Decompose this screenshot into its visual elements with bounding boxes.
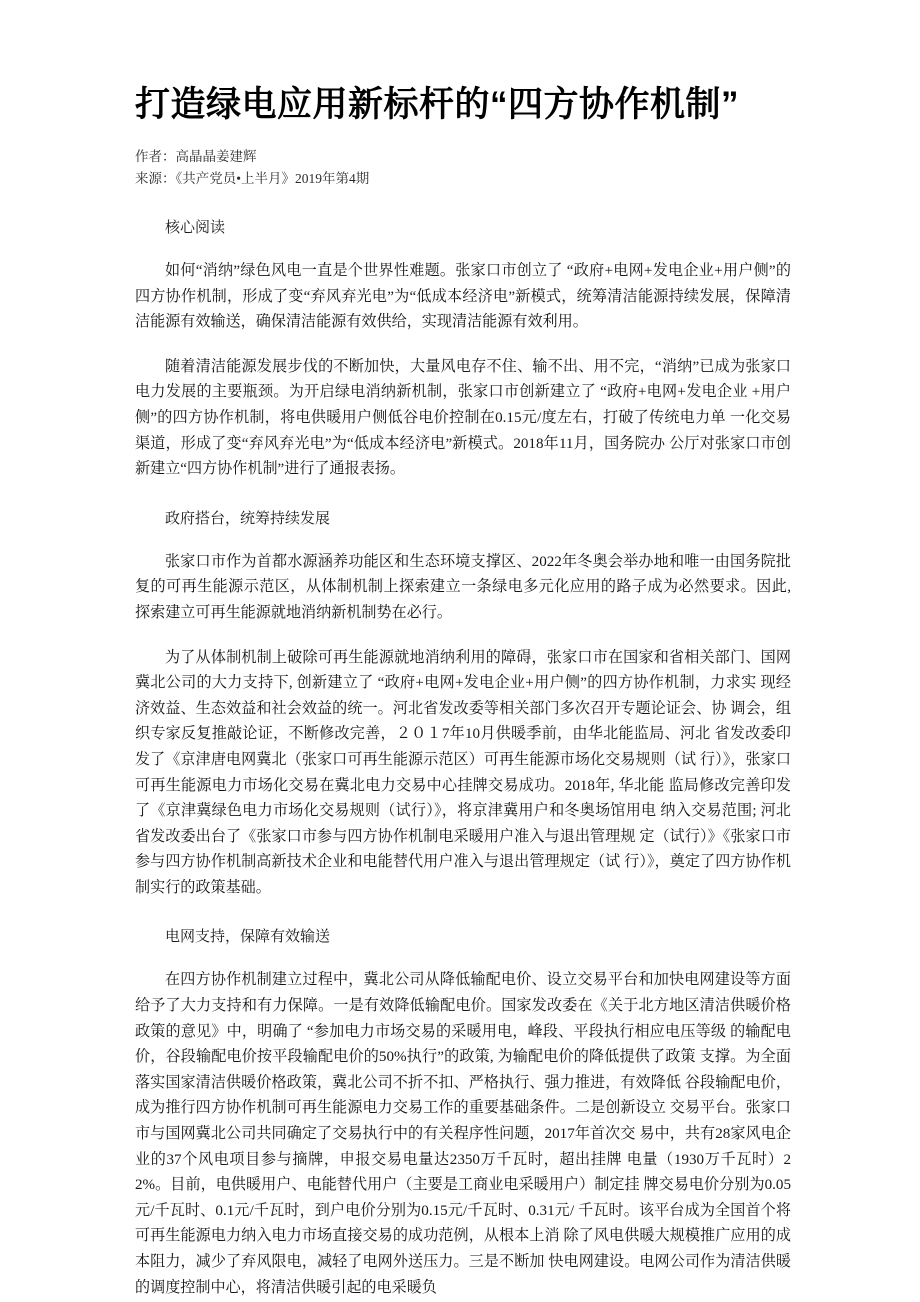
author-value: 高晶晶姜建辉 xyxy=(175,149,257,164)
author-row xyxy=(135,146,791,168)
document-metadata xyxy=(135,146,791,190)
paragraph: 张家口市作为首都水源涵养功能区和生态环境支撑区、2022年冬奥会举办地和唯一由国务院批复的可再生能源示范区，从体制机制上探索建立一条绿电多元化应用的路子成为必然要求。因此, 探索建立可再生能源就地消纳新机制势在必行。 xyxy=(135,553,791,621)
document-content xyxy=(135,0,791,1301)
author-label: 作者： xyxy=(135,149,176,164)
source-label: 来源： xyxy=(135,171,176,186)
source-value: 《共产党员•上半月》2019年第4期 xyxy=(175,171,370,186)
paragraph: 随着清洁能源发展步伐的不断加快，大量风电存不住、输不出、用不完，“消纳”已成为张家口电力发展的主要瓶颈。为开启绿电消纳新机制，张家口市创新建立了 “政府+电网+发电企业 +用户侧”的四方协作机制，将电供暖用户侧低谷电价控制在0.15元/度左右，打破了传统电力单 一化交易渠道，形成了变“弃风弃光电”为“低成本经济电”新模式。2018年11月，国务院办 公厅对张家口市创新建立“四方协作机制”进行了通报表扬。 xyxy=(135,358,791,478)
section-heading-core-reading: 核心阅读 xyxy=(165,220,226,236)
section-heading-government-platform: 政府搭台，统筹持续发展 xyxy=(165,510,331,527)
page-title: 打造绿电应用新标杆的“四方协作机制” xyxy=(135,85,740,124)
paragraph: 为了从体制机制上破除可再生能源就地消纳利用的障碍，张家口市在国家和省相关部门、国网冀北公司的大力支持下, 创新建立了 “政府+电网+发电企业+用户侧”的四方协作机制，力求实 现经济效益、生态效益和社会效益的统一。河北省发改委等相关部门多次召开专题论证会、协 调会，组织专家反复推敲论证，不断修改完善，２０１7年10月供暖季前，由华北能监局、河北 省发改委印发了《京津唐电网冀北（张家口可再生能源示范区）可再生能源市场化交易规则（试 行）》，张家口可再生能源电力市场化交易在冀北电力交易中心挂牌交易成功。2018年, 华北能 监局修改完善印发了《京津冀绿色电力市场化交易规则（试行）》，将京津冀用户和冬奥场馆用电 纳入交易范围; 河北省发改委出台了《张家口市参与四方协作机制电采暖用户准入与退出管理规 定（试行）》《张家口市参与四方协作机制高新技术企业和电能替代用户准入与退出管理规定（试 行）》，奠定了四方协作机制实行的政策基础。 xyxy=(135,649,791,896)
section-heading-grid-support: 电网支持，保障有效输送 xyxy=(165,929,331,946)
paragraph: 如何“消纳”绿色风电一直是个世界性难题。张家口市创立了 “政府+电网+发电企业+用户侧”的四方协作机制，形成了变“弃风弃光电”为“低成本经济电”新模式，统筹清洁能源持续发展，保障清洁能源有效输送，确保清洁能源有效供给，实现清洁能源有效利用。 xyxy=(135,263,791,331)
paragraph: 在四方协作机制建立过程中，冀北公司从降低输配电价、设立交易平台和加快电网建设等方面给予了大力支持和有力保障。一是有效降低输配电价。国家发改委在《关于北方地区清洁供暖价格政策的意见》中，明确了 “参加电力市场交易的采暖用电，峰段、平段执行相应电压等级 的输配电价，谷段输配电价按平段输配电价的50%执行”的政策, 为输配电价的降低提供了政策 支撑。为全面落实国家清洁供暖价格政策，冀北公司不折不扣、严格执行、强力推进，有效降低 谷段输配电价，成为推行四方协作机制可再生能源电力交易工作的重要基础条件。二是创新设立 交易平台。张家口市与国网冀北公司共同确定了交易执行中的有关程序性问题，2017年首次交 易中，共有28家风电企业的37个风电项目参与摘牌，申报交易电量达2350万千瓦时，超出挂牌 电量（1930万千瓦时）22%。目前，电供暖用户、电能替代用户（主要是工商业电采暖用户）制定挂 牌交易电价分别为0.05元/千瓦时、0.1元/千瓦时，到户电价分别为0.15元/千瓦时、0.31元/ 千瓦时。该平台成为全国首个将可再生能源电力纳入电力市场直接交易的成功范例，从根本上消 除了风电供暖大规模推广应用的成本阻力，减少了弃风限电，减轻了电网外送压力。三是不断加 快电网建设。电网公司作为清洁供暖的调度控制中心，将清洁供暖引起的电采暖负 xyxy=(135,972,791,1296)
source-row xyxy=(135,168,791,190)
